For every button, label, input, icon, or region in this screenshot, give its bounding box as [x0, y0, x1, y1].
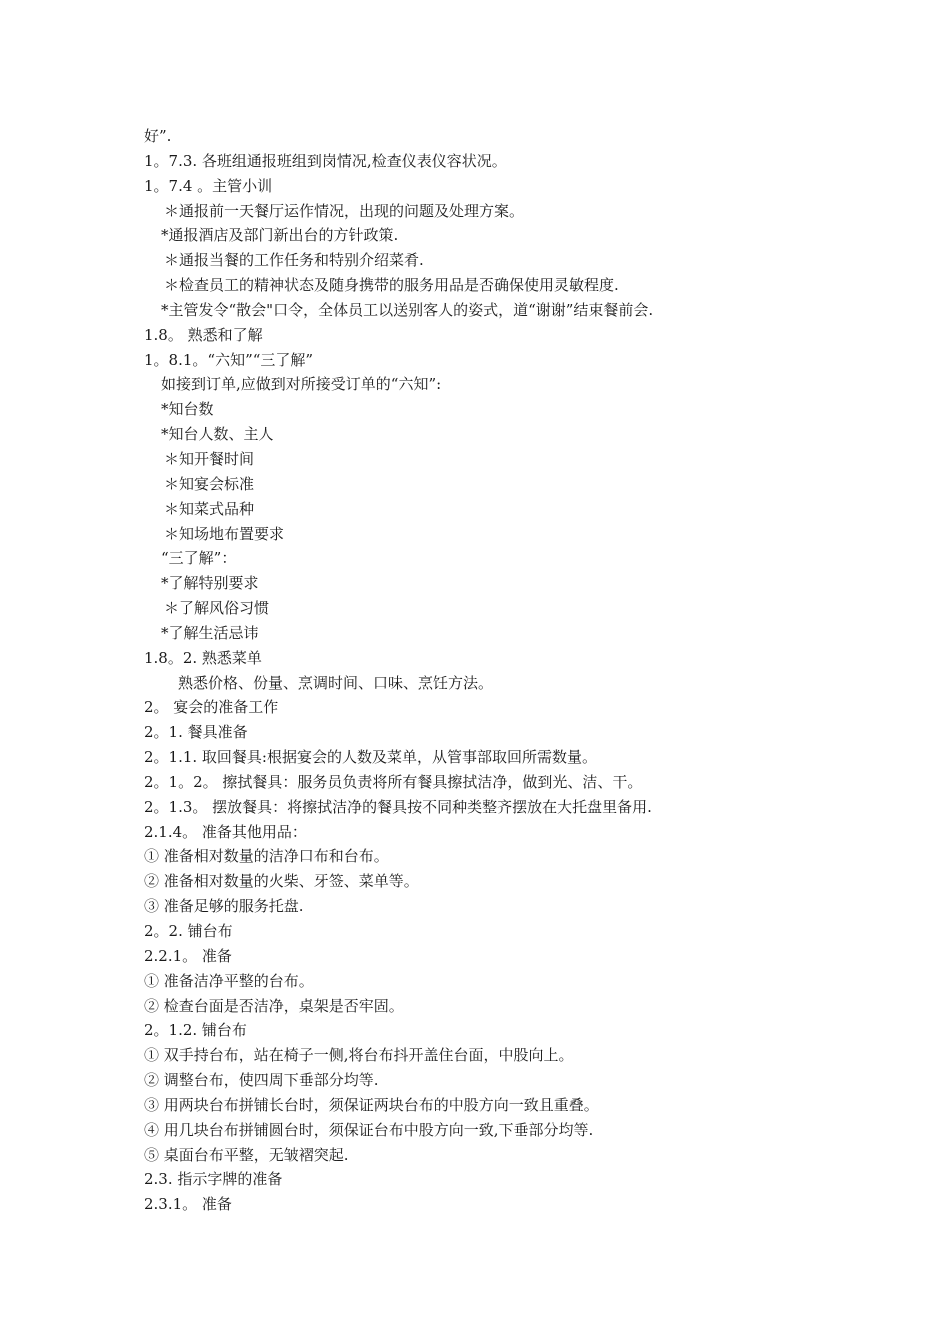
- text-line: 1。7.4 。主管小训: [144, 176, 273, 195]
- text-line: ③ 用两块台布拼铺长台时，须保证两块台布的中股方向一致且重叠。: [144, 1095, 599, 1114]
- text-line: ＊知开餐时间: [164, 449, 255, 468]
- text-line: 如接到订单,应做到对所接受订单的“六知”:: [161, 375, 442, 394]
- text-line: ＊通报前一天餐厅运作情况，出现的问题及处理方案。: [164, 201, 525, 220]
- text-line: ① 准备洁净平整的台布。: [144, 971, 314, 990]
- text-line: 2。2. 铺台布: [144, 922, 233, 940]
- text-line: 2.1.4。 准备其他用品：: [144, 822, 307, 841]
- text-line: 1.8。2. 熟悉菜单: [144, 648, 262, 667]
- text-line: ＊知场地布置要求: [164, 524, 285, 543]
- text-line: “三了解”：: [161, 549, 237, 568]
- text-line: 2.2.1。 准备: [144, 946, 232, 965]
- text-line: 2。1.3。 摆放餐具：将擦拭洁净的餐具按不同种类整齐摆放在大托盘里备用.: [144, 797, 652, 816]
- text-line: 1.8。 熟悉和了解: [144, 325, 263, 344]
- text-line: ＊检查员工的精神状态及随身携带的服务用品是否确保使用灵敏程度.: [164, 276, 619, 295]
- text-line: ③ 准备足够的服务托盘.: [144, 897, 304, 916]
- text-line: ① 双手持台布，站在椅子一侧,将台布抖开盖住台面，中股向上。: [144, 1046, 574, 1065]
- text-line: *主管发令“散会"口令，全体员工以送别客人的姿式，道“谢谢”结束餐前会.: [161, 300, 654, 319]
- text-line: 2.3.1。 准备: [144, 1195, 232, 1214]
- text-line: 1。8.1。“六知”“三了解”: [144, 350, 314, 369]
- text-line: ＊知宴会标准: [164, 474, 255, 493]
- text-line: ④ 用几块台布拼铺圆台时，须保证台布中股方向一致,下垂部分均等.: [144, 1120, 594, 1139]
- text-line: ② 检查台面是否洁净，桌架是否牢固。: [144, 996, 404, 1015]
- text-line: *了解特别要求: [161, 574, 259, 593]
- text-line: ① 准备相对数量的洁净口布和台布。: [144, 847, 389, 866]
- document-body: [144, 124, 864, 1217]
- text-line: 2。1。2。 擦拭餐具：服务员负责将所有餐具擦拭洁净，做到光、洁、干。: [144, 772, 643, 791]
- text-line: 熟悉价格、份量、烹调时间、口味、烹饪方法。: [178, 673, 494, 692]
- text-line: ＊知菜式品种: [164, 499, 255, 518]
- text-line: ⑤ 桌面台布平整，无皱褶突起.: [144, 1145, 349, 1164]
- text-line: *了解生活忌讳: [161, 623, 259, 642]
- text-line: ＊了解风俗习惯: [164, 599, 270, 618]
- text-line: *知台数: [161, 400, 214, 419]
- text-line: 好”.: [144, 127, 172, 145]
- text-line: ＊通报当餐的工作任务和特别介绍菜肴.: [164, 251, 424, 270]
- text-line: 2。1.1. 取回餐具:根据宴会的人数及菜单，从管事部取回所需数量。: [144, 748, 597, 767]
- text-line: *知台人数、主人: [161, 425, 274, 444]
- text-line: ② 调整台布，使四周下垂部分均等.: [144, 1071, 379, 1090]
- text-line: 2。1.2. 铺台布: [144, 1021, 247, 1040]
- text-line: 2。 宴会的准备工作: [144, 698, 279, 717]
- text-line: ② 准备相对数量的火柴、牙签、菜单等。: [144, 872, 419, 891]
- text-line: 1。7.3. 各班组通报班组到岗情况,检查仪表仪容状况。: [144, 151, 507, 170]
- text-line: *通报酒店及部门新出台的方针政策.: [161, 226, 399, 245]
- text-line: 2。1. 餐具准备: [144, 723, 248, 742]
- text-line: 2.3. 指示字牌的准备: [144, 1170, 283, 1189]
